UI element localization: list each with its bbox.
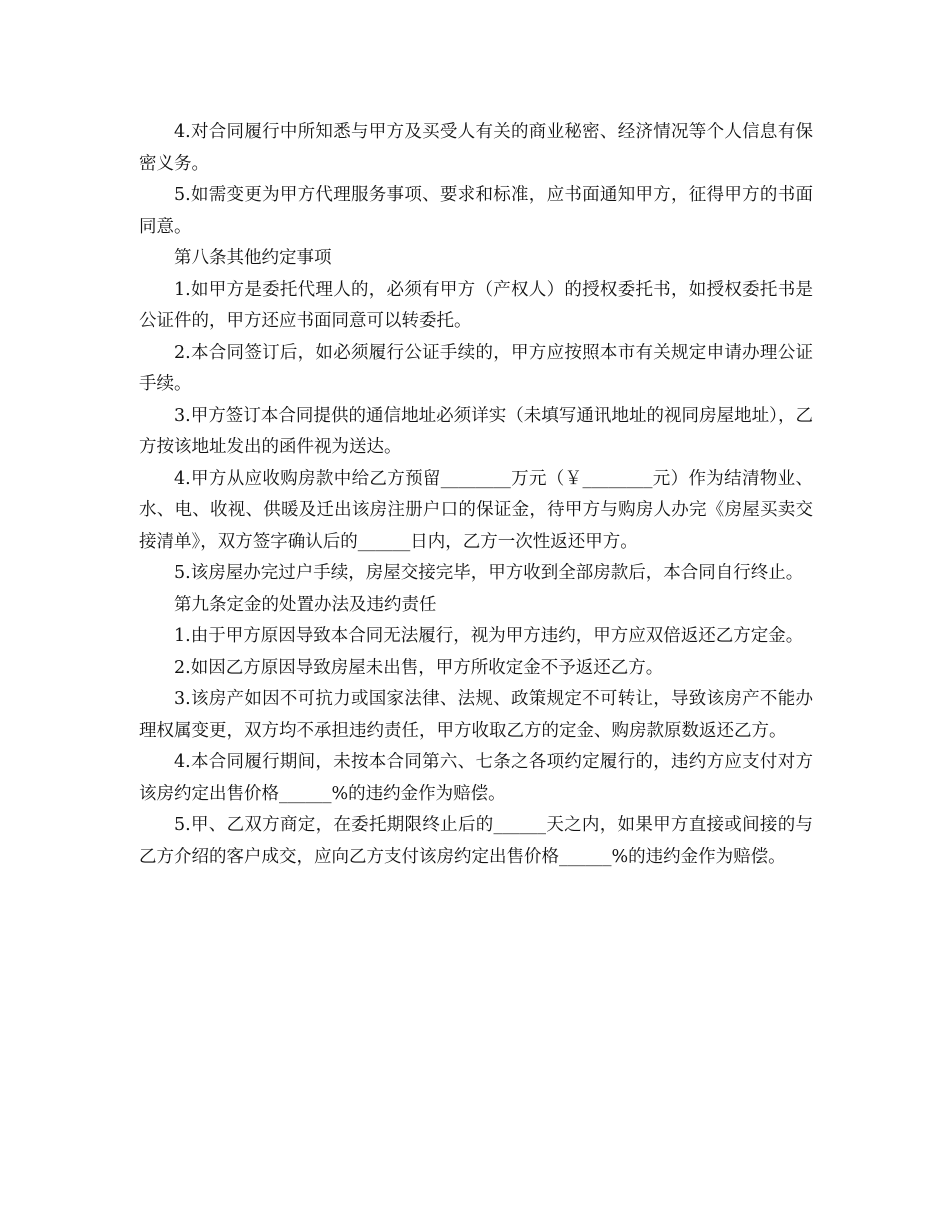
paragraph-8-2: 2.本合同签订后，如必须履行公证手续的，甲方应按照本市有关规定申请办理公证手续。: [139, 342, 813, 394]
paragraph-9-5: 5.甲、乙双方商定，在委托期限终止后的______天之内，如果甲方直接或间接的与乙方介绍的客户成交，应向乙方支付该房约定出售价格______%的违约金作为赔偿。: [139, 815, 813, 867]
paragraph-9-4: 4.本合同履行期间，未按本合同第六、七条之各项约定履行的，违约方应支付对方该房约定出售价格______%的违约金作为赔偿。: [139, 752, 813, 804]
paragraph-8-3: 3.甲方签订本合同提供的通信地址必须详实（未填写通讯地址的视同房屋地址），乙方按该地址发出的函件视为送达。: [139, 405, 813, 457]
paragraph-8-1: 1.如甲方是委托代理人的，必须有甲方（产权人）的授权委托书，如授权委托书是公证件的，甲方还应书面同意可以转委托。: [139, 279, 813, 331]
section-heading-article-8: 第八条其他约定事项: [174, 248, 332, 268]
paragraph-8-5: 5.该房屋办完过户手续，房屋交接完毕，甲方收到全部房款后，本合同自行终止。: [174, 563, 804, 583]
paragraph-9-2: 2.如因乙方原因导致房屋未出售，甲方所收定金不予返还乙方。: [174, 657, 664, 678]
paragraph-7-4: 4.对合同履行中所知悉与甲方及买受人有关的商业秘密、经济情况等个人信息有保密义务。: [139, 122, 813, 174]
paragraph-8-4: 4.甲方从应收购房款中给乙方预留________万元（￥________元）作为结清物业、水、电、收视、供暖及迁出该房注册户口的保证金，待甲方与购房人办完《房屋买卖交接清单》，双方签字确认后的______日内，乙方一次性返还甲方。: [139, 468, 813, 552]
document-body: [139, 117, 813, 873]
paragraph-9-3: 3.该房产如因不可抗力或国家法律、法规、政策规定不可转让，导致该房产不能办理权属变更，双方均不承担违约责任，甲方收取乙方的定金、购房款原数返还乙方。: [139, 689, 813, 741]
paragraph-9-1: 1.由于甲方原因导致本合同无法履行，视为甲方违约，甲方应双倍返还乙方定金。: [174, 626, 804, 646]
paragraph-7-5: 5.如需变更为甲方代理服务事项、要求和标准，应书面通知甲方，征得甲方的书面同意。: [139, 185, 813, 237]
section-heading-article-9: 第九条定金的处置办法及违约责任: [174, 594, 437, 615]
